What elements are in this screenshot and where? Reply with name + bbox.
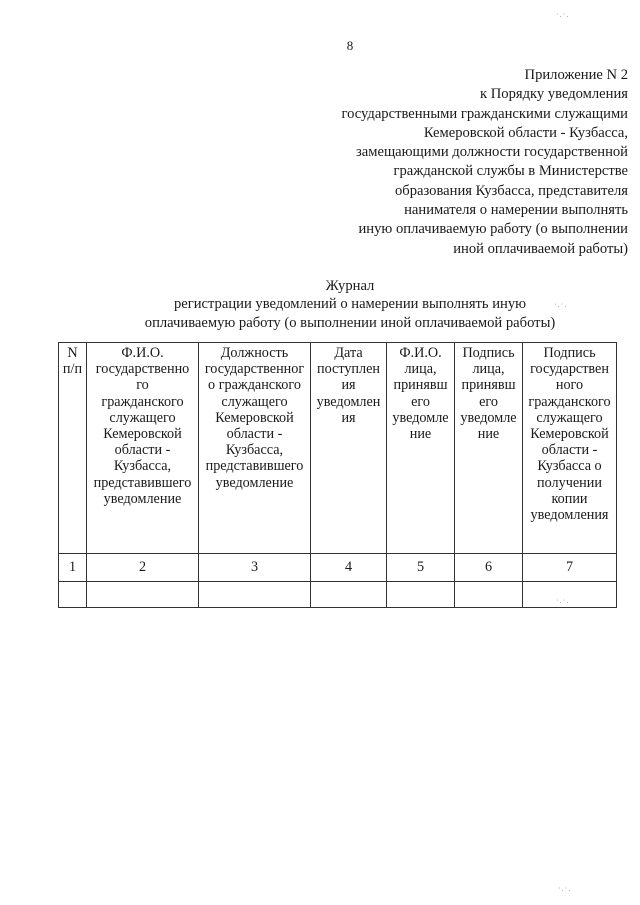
journal-subtitle-line: регистрации уведомлений о намерении выполнять иную [173,296,527,312]
appendix-line: Кемеровской области - Кузбасса, [423,124,628,141]
appendix-line: нанимателя о намерении выполнять [404,202,628,219]
journal-title: Журнал [325,278,375,294]
empty-cell [387,582,455,608]
column-number-cell: 7 [523,554,617,582]
journal-table [58,342,617,608]
empty-cell [311,582,387,608]
header-cell-employee-signature: Подпись государствен ного гражданского служащего Кемеровской области - Кузбасса о получении копии уведомления [523,343,617,554]
appendix-line: гражданской службы в Министерстве [393,163,628,180]
page-number: 8 [346,38,354,53]
header-row [59,343,617,554]
appendix-header [268,66,628,259]
scan-speck: ·.·. [556,596,570,605]
empty-cell [455,582,523,608]
column-number-cell: 4 [311,554,387,582]
empty-entry-row [59,582,617,608]
column-number-cell: 2 [87,554,199,582]
empty-cell [59,582,87,608]
journal-subtitle-line: оплачиваемую работу (о выполнении иной оплачиваемой работы) [144,315,556,331]
journal-subtitle [0,295,640,333]
header-cell-date: Дата поступлен ия уведомлен ия [311,343,387,554]
header-cell-receiver-signature: Подпись лица, принявш его уведомле ние [455,343,523,554]
appendix-line: к Порядку уведомления [480,86,628,103]
scan-speck: ·.·. [554,300,568,309]
appendix-line: замещающими должности государственной [355,144,628,161]
appendix-line: образования Кузбасса, представителя [394,182,628,199]
column-number-cell: 3 [199,554,311,582]
appendix-line: иную оплачиваемую работу (о выполнении [358,221,628,238]
empty-cell [523,582,617,608]
appendix-line: иной оплачиваемой работы) [453,240,628,257]
column-number-cell: 1 [59,554,87,582]
empty-cell [87,582,199,608]
header-cell-position: Должность государственног о гражданского служащего Кемеровской области - Кузбасса, представившего уведомление [199,343,311,554]
scan-speck: ·.·. [558,884,572,893]
scan-speck: ·.·. [556,10,570,19]
appendix-line: Приложение N 2 [524,67,628,83]
column-number-cell: 6 [455,554,523,582]
header-cell-full-name: Ф.И.О. государственно го гражданского служащего Кемеровской области - Кузбасса, представившего уведомление [87,343,199,554]
header-cell-number: N п/п [59,343,87,554]
header-cell-receiver-name: Ф.И.О. лица, принявш его уведомле ние [387,343,455,554]
column-number-cell: 5 [387,554,455,582]
column-number-row [59,554,617,582]
empty-cell [199,582,311,608]
appendix-line: государственными гражданскими служащими [341,105,628,122]
